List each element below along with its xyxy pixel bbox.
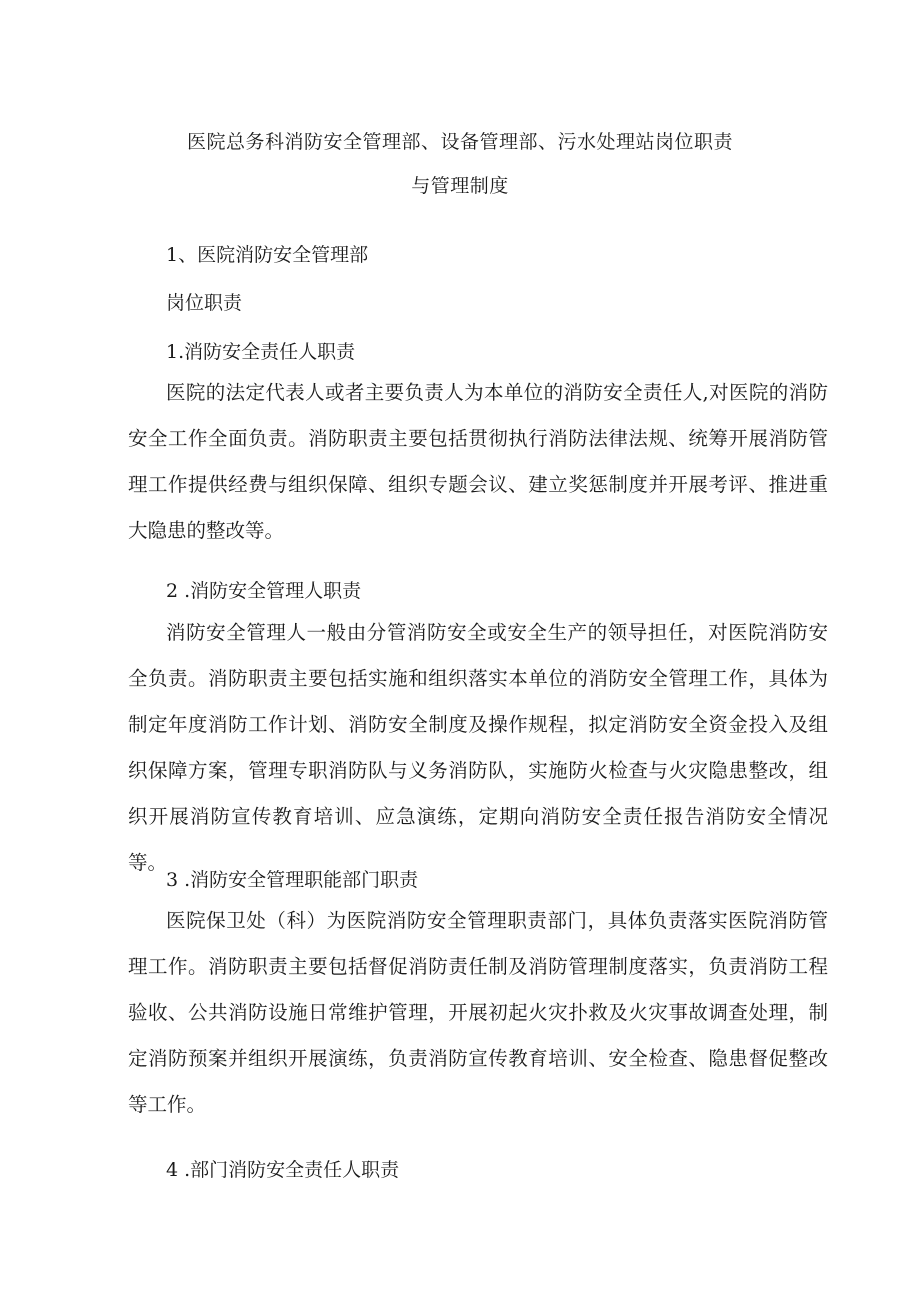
item-body-1: 医院的法定代表人或者主要负责人为本单位的消防安全责任人,对医院的消防安全工作全面负责。消防职责主要包括贯彻执行消防法律法规、统筹开展消防管理工作提供经费与组织保障、组织专题会议、建立奖惩制度并开展考评、推进重大隐患的整改等。 [128,381,828,542]
item-heading-3: 3 .消防安全管理职能部门职责 [166,869,419,891]
document-title-line2: 与管理制度 [411,175,509,197]
item-body-3: 医院保卫处（科）为医院消防安全管理职责部门，具体负责落实医院消防管理工作。消防职责主要包括督促消防责任制及消防管理制度落实，负责消防工程验收、公共消防设施日常维护管理，开展初起火灾扑救及火灾事故调查处理，制定消防预案并组织开展演练，负责消防宣传教育培训、安全检查、隐患督促整改等工作。 [128,909,828,1116]
item-heading-4: 4 .部门消防安全责任人职责 [166,1159,400,1181]
subheading: 岗位职责 [166,292,243,314]
section-heading: 1、医院消防安全管理部 [166,244,369,266]
item-body-2: 消防安全管理人一般由分管消防安全或安全生产的领导担任，对医院消防安全负责。消防职责主要包括实施和组织落实本单位的消防安全管理工作，具体为制定年度消防工作计划、消防安全制度及操作规程，拟定消防安全资金投入及组织保障方案，管理专职消防队与义务消防队，实施防火检查与火灾隐患整改，组织开展消防宣传教育培训、应急演练，定期向消防安全责任报告消防安全情况等。 [128,621,828,874]
document-title-line1: 医院总务科消防安全管理部、设备管理部、污水处理站岗位职责 [186,131,733,153]
item-heading-2: 2 .消防安全管理人职责 [166,580,362,602]
item-heading-1: 1.消防安全责任人职责 [166,341,356,363]
